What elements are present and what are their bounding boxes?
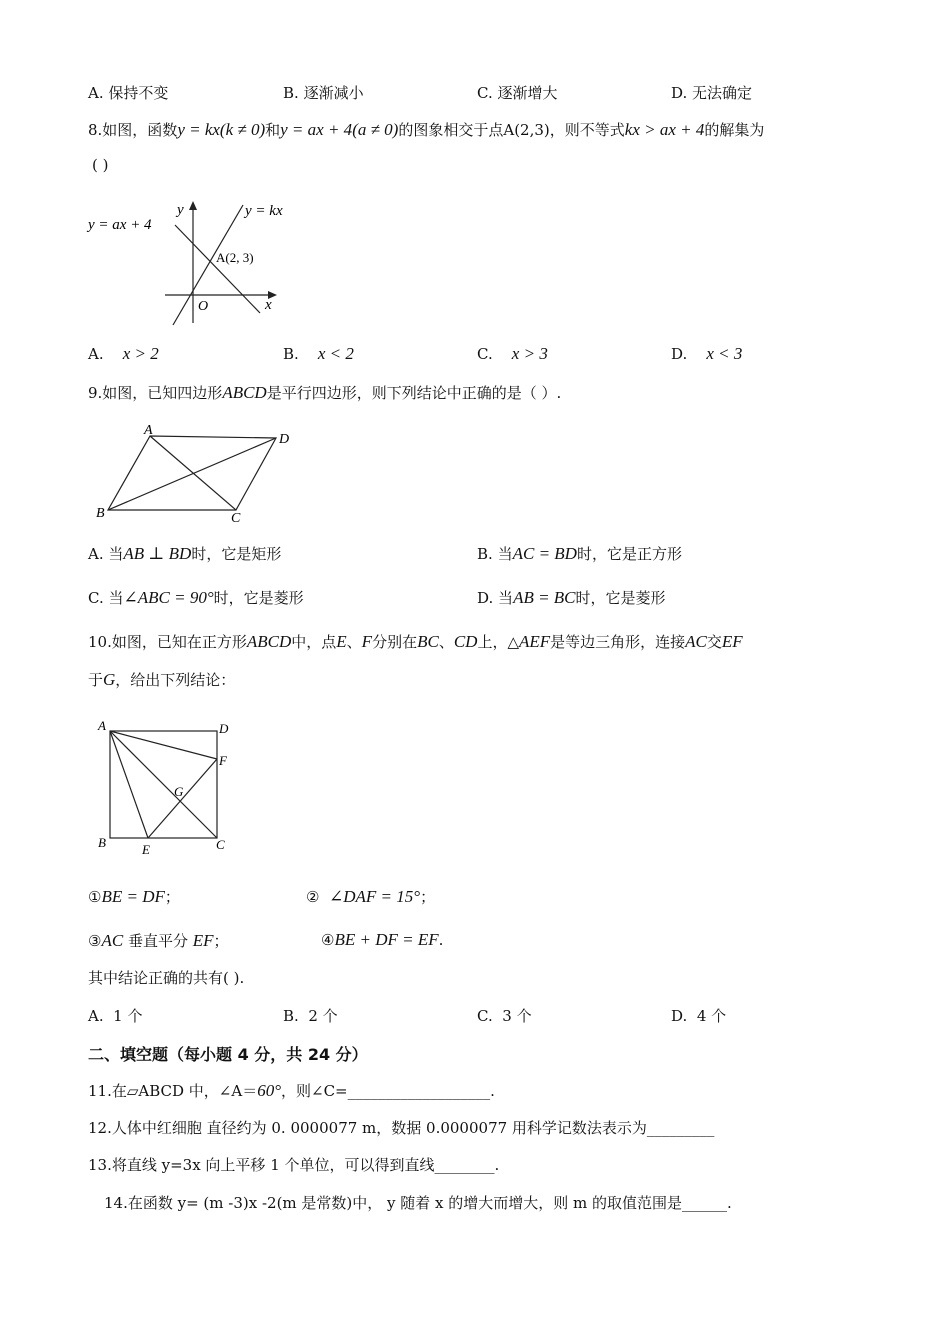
vertex-d: D bbox=[219, 721, 229, 736]
q10-conclusion-4: ④BE + DF = EF. bbox=[321, 930, 444, 949]
q7-option-a: A. 保持不变 bbox=[88, 84, 169, 102]
segment-ac bbox=[110, 731, 217, 838]
q10-option-d: D. 4 个 bbox=[671, 1007, 727, 1025]
q10-stem-line1: 10.如图，已知在正方形ABCD中，点E、F分别在BC、CD上，△AEF是等边三角形，连接AC交EF bbox=[88, 632, 743, 651]
q9-stem: 9.如图，已知四边形ABCD是平行四边形，则下列结论中正确的是（ ）. bbox=[88, 383, 562, 402]
q13: 13.将直线 y=3x 向上平移 1 个单位，可以得到直线________. bbox=[88, 1156, 500, 1174]
vertex-c: C bbox=[216, 837, 225, 852]
section2-title: 二、填空题（每小题 4 分，共 24 分） bbox=[88, 1045, 368, 1064]
label-origin: O bbox=[198, 299, 209, 314]
q9-option-d: D. 当AB = BC时，它是菱形 bbox=[477, 588, 666, 607]
q10-figure bbox=[88, 712, 248, 862]
y-axis-arrow bbox=[189, 201, 197, 210]
q7-option-c: C. 逐渐增大 bbox=[477, 84, 558, 102]
q10-conclusion-2: ② ∠DAF = 15°； bbox=[306, 887, 436, 906]
q10-option-b: B. 2 个 bbox=[283, 1007, 338, 1025]
q9-option-c: C. 当∠ABC = 90°时，它是菱形 bbox=[88, 588, 304, 607]
vertex-c: C bbox=[231, 511, 241, 526]
q11-blank: ___________________ bbox=[347, 1082, 491, 1100]
q12: 12.人体中红细胞 直径约为 0. 0000077 m，数据 0.0000077 用科学记数法表示为_________ bbox=[88, 1119, 715, 1137]
q8-option-a: A. x > 2 bbox=[88, 344, 159, 363]
q10-question: 其中结论正确的共有( ). bbox=[88, 969, 245, 987]
q12-blank: _________ bbox=[646, 1119, 715, 1137]
q8-option-d: D. x < 3 bbox=[671, 344, 743, 363]
vertex-b: B bbox=[98, 835, 106, 850]
q13-blank: ________ bbox=[434, 1156, 495, 1174]
q7-option-b: B. 逐渐减小 bbox=[283, 84, 364, 102]
label-point-a: A(2, 3) bbox=[216, 250, 254, 265]
q14: 14.在函数 y= (m -3)x -2(m 是常数)中， y 随着 x 的增大而增大，则 m 的取值范围是______. bbox=[104, 1194, 732, 1212]
vertex-d: D bbox=[279, 432, 290, 447]
vertex-g: G bbox=[174, 784, 184, 799]
q8-option-b: B. x < 2 bbox=[283, 344, 354, 363]
vertex-f: F bbox=[219, 753, 227, 768]
q9-figure bbox=[88, 420, 308, 530]
diagonal-bd bbox=[108, 438, 276, 510]
q10-option-a: A. 1 个 bbox=[88, 1007, 143, 1025]
q10-option-c: C. 3 个 bbox=[477, 1007, 532, 1025]
vertex-a: A bbox=[98, 718, 106, 733]
label-line-ax4: y = ax + 4 bbox=[88, 217, 152, 233]
label-x: x bbox=[265, 297, 272, 313]
q9-option-b: B. 当AC = BD时，它是正方形 bbox=[477, 544, 682, 563]
vertex-b: B bbox=[96, 506, 105, 521]
segment-ae bbox=[110, 731, 148, 838]
q8-stem: 8.如图，函数y = kx(k ≠ 0)和y = ax + 4(a ≠ 0)的图象相交于点A(2,3)，则不等式kx > ax + 4的解集为 bbox=[88, 120, 765, 139]
q10-conclusion-3: ③AC 垂直平分 EF； bbox=[88, 931, 229, 950]
q11: 11.在▱ABCD 中，∠A＝60°，则∠C=___________________. bbox=[88, 1081, 495, 1100]
q8-figure bbox=[85, 195, 300, 330]
q8-option-c: C. x > 3 bbox=[477, 344, 548, 363]
label-line-kx: y = kx bbox=[245, 203, 283, 219]
q7-option-d: D. 无法确定 bbox=[671, 84, 753, 102]
segment-af bbox=[110, 731, 217, 759]
q10-conclusion-1: ①BE = DF； bbox=[88, 887, 180, 906]
label-y: y bbox=[177, 202, 184, 218]
q14-blank: ______ bbox=[682, 1194, 728, 1212]
q9-option-a: A. 当AB ⊥ BD时，它是矩形 bbox=[88, 544, 282, 563]
q8-answer-paren: ( ) bbox=[92, 156, 109, 174]
vertex-a: A bbox=[144, 423, 153, 438]
q10-stem-line2: 于G，给出下列结论： bbox=[88, 670, 236, 689]
vertex-e: E bbox=[142, 842, 150, 857]
